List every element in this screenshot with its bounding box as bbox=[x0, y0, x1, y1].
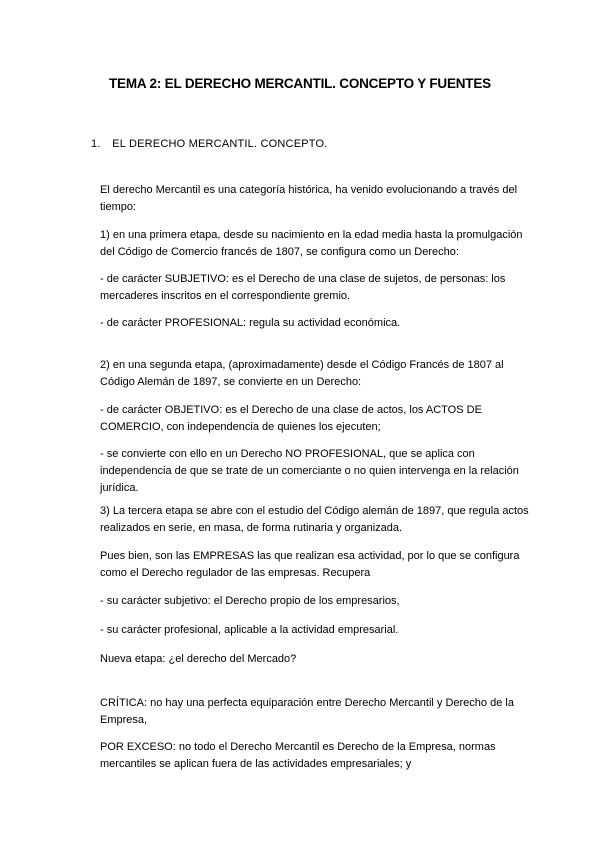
paragraph-objective: - de carácter OBJETIVO: es el Derecho de una clase de actos, los ACTOS DE COMERCIO, con independencia de quienes los ejecuten; bbox=[100, 404, 482, 433]
section-heading bbox=[91, 138, 328, 150]
paragraph-professional-recovered: - su carácter profesional, aplicable a la actividad empresarial. bbox=[100, 624, 399, 636]
paragraph-intro: El derecho Mercantil es una categoría histórica, ha venido evolucionando a través del tiempo: bbox=[100, 184, 518, 213]
paragraph-empresas: Pues bien, son las EMPRESAS las que realizan esa actividad, por lo que se configura como el Derecho regulador de las empresas. Recupera bbox=[100, 550, 520, 579]
paragraph-first-stage: 1) en una primera etapa, desde su nacimiento en la edad media hasta la promulgación del Código de Comercio francés de 1807, se configura como un Derecho: bbox=[100, 229, 523, 258]
paragraph-por-exceso: POR EXCESO: no todo el Derecho Mercantil es Derecho de la Empresa, normas mercantiles se aplican fuera de las actividades empresariales; y bbox=[100, 741, 496, 770]
paragraph-subjective-recovered: - su carácter subjetivo: el Derecho propio de los empresarios, bbox=[100, 595, 400, 607]
paragraph-subjective: - de carácter SUBJETIVO: es el Derecho de una clase de sujetos, de personas: los mercaderes inscritos en el correspondiente gremio. bbox=[100, 273, 506, 302]
paragraph-professional: - de carácter PROFESIONAL: regula su actividad económica. bbox=[100, 317, 401, 329]
section-label: EL DERECHO MERCANTIL. CONCEPTO. bbox=[112, 138, 328, 150]
paragraph-third-stage: 3) La tercera etapa se abre con el estudio del Código alemán de 1897, que regula actos realizados en serie, en masa, de forma rutinaria y organizada. bbox=[100, 505, 529, 534]
paragraph-non-professional: - se convierte con ello en un Derecho NO PROFESIONAL, que se aplica con independencia de que se trate de un comerciante o no quien intervenga en la relación jurídica. bbox=[100, 448, 519, 494]
paragraph-critica: CRÍTICA: no hay una perfecta equiparación entre Derecho Mercantil y Derecho de la Empresa, bbox=[100, 697, 514, 726]
paragraph-second-stage: 2) en una segunda etapa, (aproximadamente) desde el Código Francés de 1807 al Código Alemán de 1897, se convierte en un Derecho: bbox=[100, 359, 504, 388]
document-title: TEMA 2: EL DERECHO MERCANTIL. CONCEPTO Y FUENTES bbox=[109, 76, 491, 91]
section-number: 1. bbox=[91, 138, 101, 150]
paragraph-new-stage: Nueva etapa: ¿el derecho del Mercado? bbox=[100, 653, 297, 665]
